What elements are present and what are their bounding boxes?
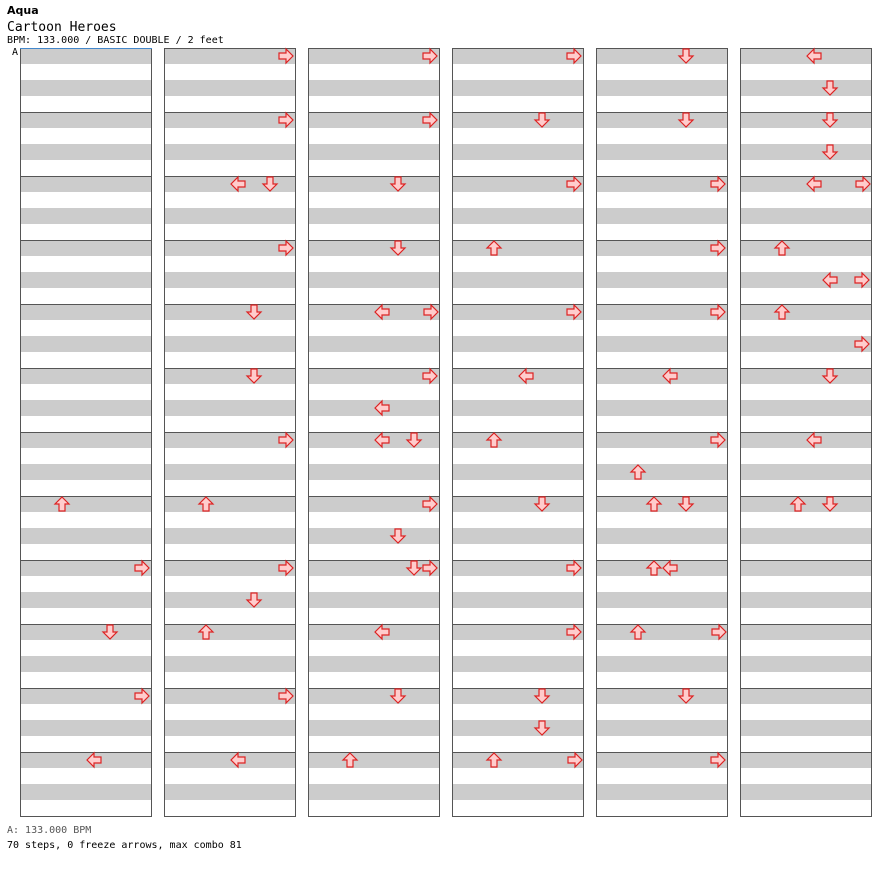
beat-stripe bbox=[308, 400, 440, 416]
beat-stripe bbox=[740, 112, 872, 128]
beat-stripe bbox=[596, 272, 728, 288]
beat-stripe bbox=[452, 752, 584, 768]
beat-stripe bbox=[164, 144, 296, 160]
beat-stripe bbox=[452, 336, 584, 352]
beat-stripe bbox=[308, 720, 440, 736]
beat-stripe bbox=[20, 368, 152, 384]
beat-stripe bbox=[164, 336, 296, 352]
beat-stripe bbox=[452, 560, 584, 576]
beat-stripe bbox=[596, 304, 728, 320]
beat-stripe bbox=[308, 80, 440, 96]
beat-stripe bbox=[308, 528, 440, 544]
beat-stripe bbox=[308, 624, 440, 640]
beat-stripe bbox=[308, 496, 440, 512]
beat-stripe bbox=[20, 624, 152, 640]
beat-stripe bbox=[20, 144, 152, 160]
beat-stripe bbox=[452, 304, 584, 320]
beat-stripe bbox=[740, 272, 872, 288]
beat-stripe bbox=[164, 528, 296, 544]
beat-stripe bbox=[740, 752, 872, 768]
beat-stripe bbox=[740, 80, 872, 96]
beat-stripe bbox=[20, 432, 152, 448]
beat-stripe bbox=[740, 656, 872, 672]
beat-stripe bbox=[596, 752, 728, 768]
beat-stripe bbox=[20, 48, 152, 64]
beat-stripe bbox=[164, 80, 296, 96]
beat-stripe bbox=[596, 80, 728, 96]
beat-stripe bbox=[20, 80, 152, 96]
steps-summary: 70 steps, 0 freeze arrows, max combo 81 bbox=[7, 840, 242, 851]
beat-stripe bbox=[740, 528, 872, 544]
beat-stripe bbox=[740, 496, 872, 512]
beat-stripe bbox=[740, 464, 872, 480]
beat-stripe bbox=[164, 624, 296, 640]
beat-stripe bbox=[596, 656, 728, 672]
beat-stripe bbox=[164, 560, 296, 576]
beat-stripe bbox=[164, 688, 296, 704]
beat-stripe bbox=[308, 336, 440, 352]
beat-stripe bbox=[164, 48, 296, 64]
beat-stripe bbox=[20, 720, 152, 736]
chart-info: BPM: 133.000 / BASIC DOUBLE / 2 feet bbox=[7, 35, 224, 46]
beat-stripe bbox=[164, 432, 296, 448]
beat-stripe bbox=[452, 624, 584, 640]
beat-stripe bbox=[452, 528, 584, 544]
beat-stripe bbox=[308, 240, 440, 256]
beat-stripe bbox=[452, 80, 584, 96]
beat-stripe bbox=[20, 272, 152, 288]
beat-stripe bbox=[308, 592, 440, 608]
beat-stripe bbox=[596, 176, 728, 192]
bpm-summary: A: 133.000 BPM bbox=[7, 825, 92, 836]
beat-stripe bbox=[308, 464, 440, 480]
beat-stripe bbox=[740, 208, 872, 224]
beat-stripe bbox=[20, 688, 152, 704]
beat-stripe bbox=[596, 784, 728, 800]
beat-stripe bbox=[740, 176, 872, 192]
beat-stripe bbox=[740, 336, 872, 352]
beat-stripe bbox=[20, 528, 152, 544]
beat-stripe bbox=[740, 400, 872, 416]
beat-stripe bbox=[308, 208, 440, 224]
beat-stripe bbox=[740, 304, 872, 320]
beat-stripe bbox=[452, 48, 584, 64]
beat-stripe bbox=[20, 208, 152, 224]
beat-stripe bbox=[740, 688, 872, 704]
beat-stripe bbox=[596, 240, 728, 256]
beat-stripe bbox=[164, 240, 296, 256]
beat-stripe bbox=[164, 752, 296, 768]
beat-stripe bbox=[164, 464, 296, 480]
beat-stripe bbox=[452, 112, 584, 128]
beat-stripe bbox=[308, 112, 440, 128]
beat-stripe bbox=[596, 464, 728, 480]
beat-stripe bbox=[164, 656, 296, 672]
beat-stripe bbox=[20, 784, 152, 800]
beat-stripe bbox=[740, 368, 872, 384]
beat-stripe bbox=[308, 272, 440, 288]
beat-stripe bbox=[20, 400, 152, 416]
beat-stripe bbox=[20, 336, 152, 352]
beat-stripe bbox=[308, 656, 440, 672]
beat-stripe bbox=[308, 176, 440, 192]
beat-stripe bbox=[20, 304, 152, 320]
beat-stripe bbox=[740, 592, 872, 608]
beat-stripe bbox=[452, 720, 584, 736]
beat-stripe bbox=[596, 592, 728, 608]
beat-stripe bbox=[452, 496, 584, 512]
beat-stripe bbox=[164, 592, 296, 608]
beat-stripe bbox=[164, 368, 296, 384]
beat-stripe bbox=[596, 528, 728, 544]
beat-stripe bbox=[596, 688, 728, 704]
beat-stripe bbox=[452, 272, 584, 288]
beat-stripe bbox=[740, 144, 872, 160]
beat-stripe bbox=[20, 464, 152, 480]
beat-stripe bbox=[596, 400, 728, 416]
bpm-marker: A bbox=[12, 47, 19, 58]
beat-stripe bbox=[740, 560, 872, 576]
beat-stripe bbox=[596, 624, 728, 640]
beat-stripe bbox=[452, 368, 584, 384]
beat-stripe bbox=[452, 144, 584, 160]
beat-stripe bbox=[740, 624, 872, 640]
beat-stripe bbox=[596, 208, 728, 224]
beat-stripe bbox=[164, 496, 296, 512]
beat-stripe bbox=[740, 48, 872, 64]
beat-stripe bbox=[452, 784, 584, 800]
beat-stripe bbox=[596, 560, 728, 576]
beat-stripe bbox=[308, 48, 440, 64]
beat-stripe bbox=[596, 368, 728, 384]
beat-stripe bbox=[740, 240, 872, 256]
beat-stripe bbox=[164, 784, 296, 800]
beat-stripe bbox=[164, 720, 296, 736]
beat-stripe bbox=[596, 112, 728, 128]
beat-stripe bbox=[452, 656, 584, 672]
beat-stripe bbox=[452, 464, 584, 480]
beat-stripe bbox=[452, 176, 584, 192]
beat-stripe bbox=[308, 688, 440, 704]
beat-stripe bbox=[308, 784, 440, 800]
beat-stripe bbox=[20, 240, 152, 256]
beat-stripe bbox=[452, 432, 584, 448]
beat-stripe bbox=[308, 368, 440, 384]
song-title: Cartoon Heroes bbox=[7, 20, 117, 35]
beat-stripe bbox=[20, 112, 152, 128]
beat-stripe bbox=[596, 48, 728, 64]
beat-stripe bbox=[164, 400, 296, 416]
beat-stripe bbox=[20, 752, 152, 768]
beat-stripe bbox=[164, 304, 296, 320]
beat-stripe bbox=[596, 496, 728, 512]
beat-stripe bbox=[308, 144, 440, 160]
beat-stripe bbox=[308, 752, 440, 768]
beat-stripe bbox=[596, 720, 728, 736]
beat-stripe bbox=[596, 336, 728, 352]
beat-stripe bbox=[20, 560, 152, 576]
beat-stripe bbox=[164, 112, 296, 128]
beat-stripe bbox=[740, 432, 872, 448]
beat-stripe bbox=[20, 176, 152, 192]
beat-stripe bbox=[164, 208, 296, 224]
beat-stripe bbox=[20, 496, 152, 512]
beat-stripe bbox=[596, 144, 728, 160]
song-artist: Aqua bbox=[7, 4, 39, 17]
beat-stripe bbox=[596, 432, 728, 448]
beat-stripe bbox=[740, 784, 872, 800]
beat-stripe bbox=[740, 720, 872, 736]
beat-stripe bbox=[20, 592, 152, 608]
beat-stripe bbox=[452, 688, 584, 704]
beat-stripe bbox=[452, 208, 584, 224]
beat-stripe bbox=[452, 400, 584, 416]
beat-stripe bbox=[452, 240, 584, 256]
beat-stripe bbox=[164, 272, 296, 288]
beat-stripe bbox=[20, 656, 152, 672]
beat-stripe bbox=[308, 304, 440, 320]
beat-stripe bbox=[452, 592, 584, 608]
